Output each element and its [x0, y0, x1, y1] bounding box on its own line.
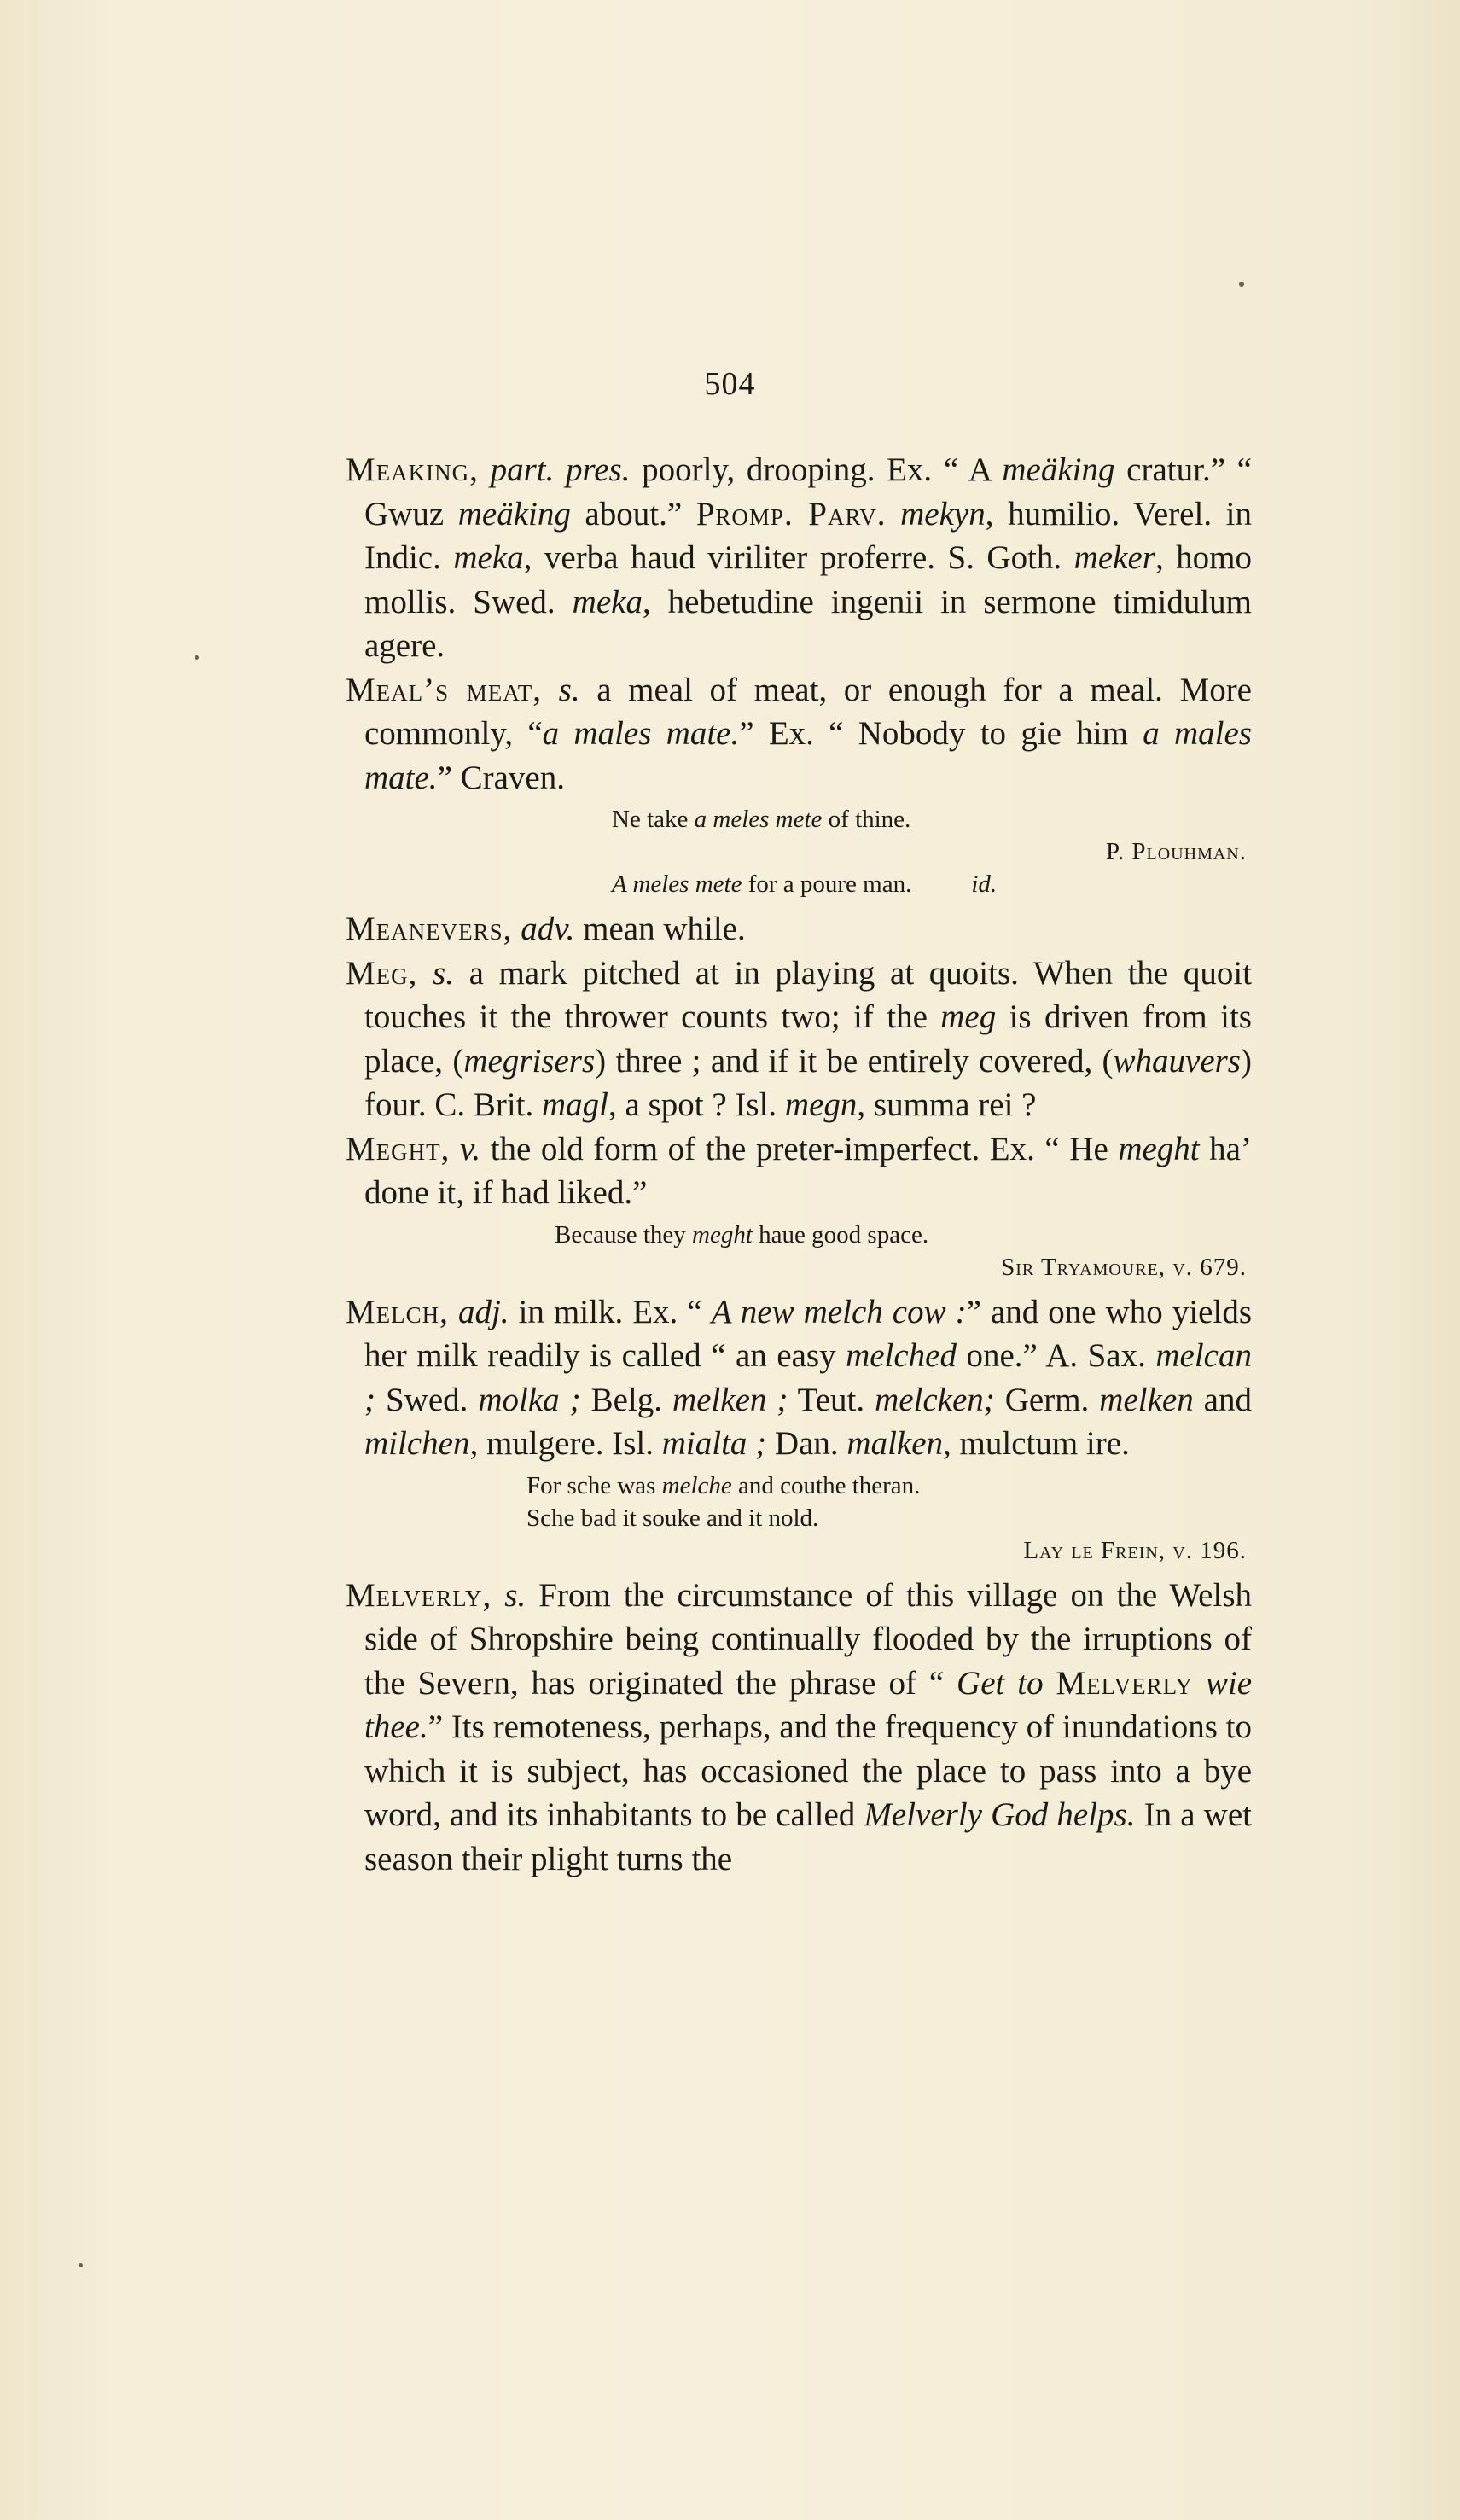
dictionary-body: [346, 448, 1252, 1881]
part-of-speech: s.: [433, 954, 454, 992]
part-of-speech: s.: [504, 1576, 526, 1614]
quote-line: For sche was melche and couthe theran.: [526, 1471, 921, 1499]
part-of-speech: part. pres.: [490, 451, 631, 488]
headword: Melverly,: [346, 1576, 492, 1614]
page-speck: [1239, 282, 1244, 287]
part-of-speech: adj.: [457, 1293, 509, 1330]
quotation: [346, 1470, 1252, 1567]
quote-source: id.: [971, 870, 998, 898]
headword: Meg,: [346, 954, 418, 992]
quote-line: Ne take a meles mete of thine.: [612, 806, 911, 833]
entry-melverly: Melverly, s. From the circumstance of this village on the Welsh side of Shropshire being continually flooded by the irruptions of the Severn, has originated the phrase of “ Get to Melverly wie thee.” Its remoteness, perhaps, and the frequency of inundations to which it is subject, has occasioned the place to pass into a bye word, and its inhabitants to be called Melverly God helps. In a wet season their plight turns the: [346, 1576, 1253, 1877]
quote-line: A meles mete for a poure man. id.: [346, 868, 1252, 900]
entry-meaking: Meaking, part. pres. poorly, drooping. Ex. “ A meäking cratur.” “ Gwuz meäking about.” Promp. Parv. mekyn, humilio. Verel. in Indic. meka, verba haud viriliter proferre. S. Goth. meker, homo mollis. Swed. meka, hebetudine ingenii in sermone timidulum agere.: [346, 451, 1253, 664]
part-of-speech: s.: [558, 671, 580, 708]
quotation: [346, 803, 1252, 900]
headword: Meaking,: [346, 451, 479, 488]
headword: Meght,: [346, 1130, 451, 1167]
page-number: 504: [704, 366, 756, 402]
page-speck: [79, 2263, 83, 2267]
entry-meals-meat: Meal’s meat, s. a meal of meat, or enough for a meal. More commonly, “a males mate.” Ex. “ Nobody to gie him a males mate.” Craven.: [346, 671, 1252, 796]
quote-source: Sir Tryamoure, v. 679.: [1001, 1253, 1247, 1281]
quote-source: Lay le Frein, v. 196.: [1023, 1536, 1247, 1564]
entry-melch: Melch, adj. in milk. Ex. “ A new melch cow :” and one who yields her milk readily is called “ an easy melched one.” A. Sax. melcan ; Swed. molka ; Belg. melken ; Teut. melcken; Germ. melken and milchen, mulgere. Isl. mialta ; Dan. malken, mulctum ire.: [346, 1293, 1252, 1462]
entry-meg: Meg, s. a mark pitched at in playing at quoits. When the quoit touches it the thrower counts two; if the meg is driven from its place, (megrisers) three ; and if it be entirely covered, (whauvers) four. C. Brit. magl, a spot ? Isl. megn, summa rei ?: [346, 954, 1253, 1123]
part-of-speech: adv.: [521, 911, 575, 947]
page-speck: [195, 655, 199, 660]
entry-meght: Meght, v. the old form of the preter-imperfect. Ex. “ He meght ha’ done it, if had liked.”: [346, 1130, 1252, 1211]
quote-line: Because they meght haue good space.: [555, 1220, 929, 1248]
headword: Melch,: [346, 1293, 449, 1330]
entry-meanevers: Meanevers, adv. mean while.: [346, 911, 746, 947]
part-of-speech: v.: [459, 1130, 481, 1167]
headword: Meanevers,: [346, 911, 513, 947]
quotation: [346, 1219, 1252, 1283]
quote-source: P. Plouhman.: [1105, 838, 1247, 865]
quote-line: Sche bad it souke and it nold.: [526, 1504, 819, 1532]
headword: Meal’s meat,: [346, 671, 543, 708]
